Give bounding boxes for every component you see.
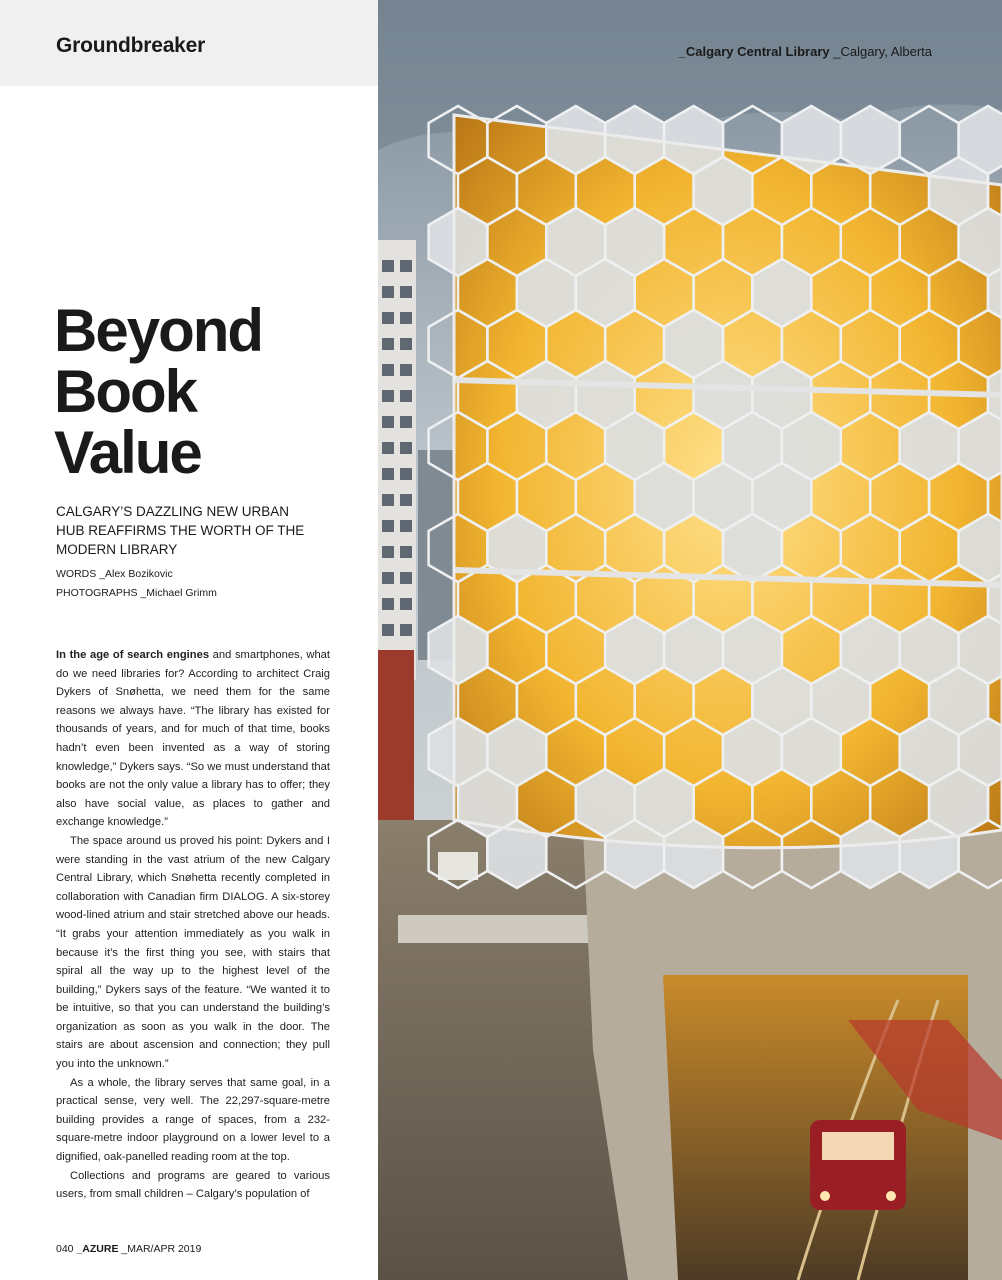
paragraph: The space around us proved his point: Dykers and I were standing in the vast atrium of the new Calgary Central Library, which Snøhetta recently completed in collaboration with Canadian firm DIALOG. A six-storey wood-lined atrium and stair stretched above our heads. “It grabs your attention immediately as you walk in because it’s the first thing you see, with stairs that spiral all the way up to the highest level of the building,” Dykers says of the feature. “We wanted it to be intuitive, so that you can understand the building’s organization as soon as you walk in the door. The stairs are about ascension and connection; they pull you into the unknown.” (56, 834, 330, 1071)
tower-window (400, 468, 412, 480)
article-body (56, 646, 330, 1204)
tower-window (382, 416, 394, 428)
tower-window (400, 442, 412, 454)
tower-window (382, 572, 394, 584)
article-dek: CALGARY’S DAZZLING NEW URBAN HUB REAFFIRMS THE WORTH OF THE MODERN LIBRARY (56, 504, 305, 557)
tower-window (382, 598, 394, 610)
library-facade-photo (378, 0, 1002, 1280)
tower-window (400, 624, 412, 636)
tower-block (378, 240, 416, 680)
tower-window (400, 416, 412, 428)
tower-window (400, 260, 412, 272)
page-folio (56, 1243, 201, 1255)
words-credit: WORDS _Alex Bozikovic (56, 568, 173, 580)
barriers (398, 915, 598, 943)
issue-date: _MAR/APR 2019 (118, 1243, 202, 1255)
tower-window (382, 442, 394, 454)
train-headlight (886, 1191, 896, 1201)
tower-window (382, 286, 394, 298)
tower-window (382, 312, 394, 324)
tower-window (400, 390, 412, 402)
project-name: _Calgary Central Library (678, 44, 830, 59)
tower-window (400, 286, 412, 298)
tower-window (400, 338, 412, 350)
tower-window (400, 364, 412, 376)
project-location: _Calgary, Alberta (829, 44, 932, 59)
page-number: 040 (56, 1243, 77, 1255)
tower-window (400, 598, 412, 610)
title-line: Beyond (54, 297, 263, 364)
work-truck (438, 852, 478, 880)
paragraph (56, 646, 330, 832)
tower-window (382, 260, 394, 272)
tower-window (382, 390, 394, 402)
lead-in: In the age of search engines (56, 649, 210, 661)
tower-window (382, 468, 394, 480)
train-windshield (822, 1132, 894, 1160)
brick-building (378, 650, 414, 820)
facade-illustration (378, 0, 1002, 1280)
paragraph: As a whole, the library serves that same goal, in a practical sense, very well. The 22,297-square-metre building provides a range of spaces, from a 232-square-metre indoor playground on a lower level to a dignified, oak-panelled reading room at the top. (56, 1076, 330, 1164)
magazine-name: _AZURE (76, 1243, 119, 1255)
tower-window (382, 364, 394, 376)
tower-window (382, 520, 394, 532)
location-tag (679, 44, 932, 59)
tower-window (382, 338, 394, 350)
paragraph-text: and smartphones, what do we need libraries for? According to architect Craig Dykers of Snøhetta, we need them for the same reasons we always have. “The library has existed for thousands of years, and for much of that time, books hadn’t even been invented as a way of storing knowledge,” Dykers says. “So we must understand that books are not the only value a library has to offer; they also have social value, as places to gather and exchange knowledge.” (56, 649, 331, 829)
title-line: Value (54, 419, 201, 486)
tower-window (400, 520, 412, 532)
tower-window (400, 494, 412, 506)
train-headlight (820, 1191, 830, 1201)
section-label: Groundbreaker (56, 34, 206, 57)
tower-window (400, 546, 412, 558)
tower-window (400, 312, 412, 324)
photo-credit: PHOTOGRAPHS _Michael Grimm (56, 587, 217, 599)
paragraph: Collections and programs are geared to various users, from small children – Calgary’s population of (56, 1169, 330, 1201)
title-line: Book (54, 358, 196, 425)
tower-window (382, 494, 394, 506)
tower-window (382, 546, 394, 558)
tower-window (382, 624, 394, 636)
tower-window (400, 572, 412, 584)
article-title (54, 297, 354, 486)
